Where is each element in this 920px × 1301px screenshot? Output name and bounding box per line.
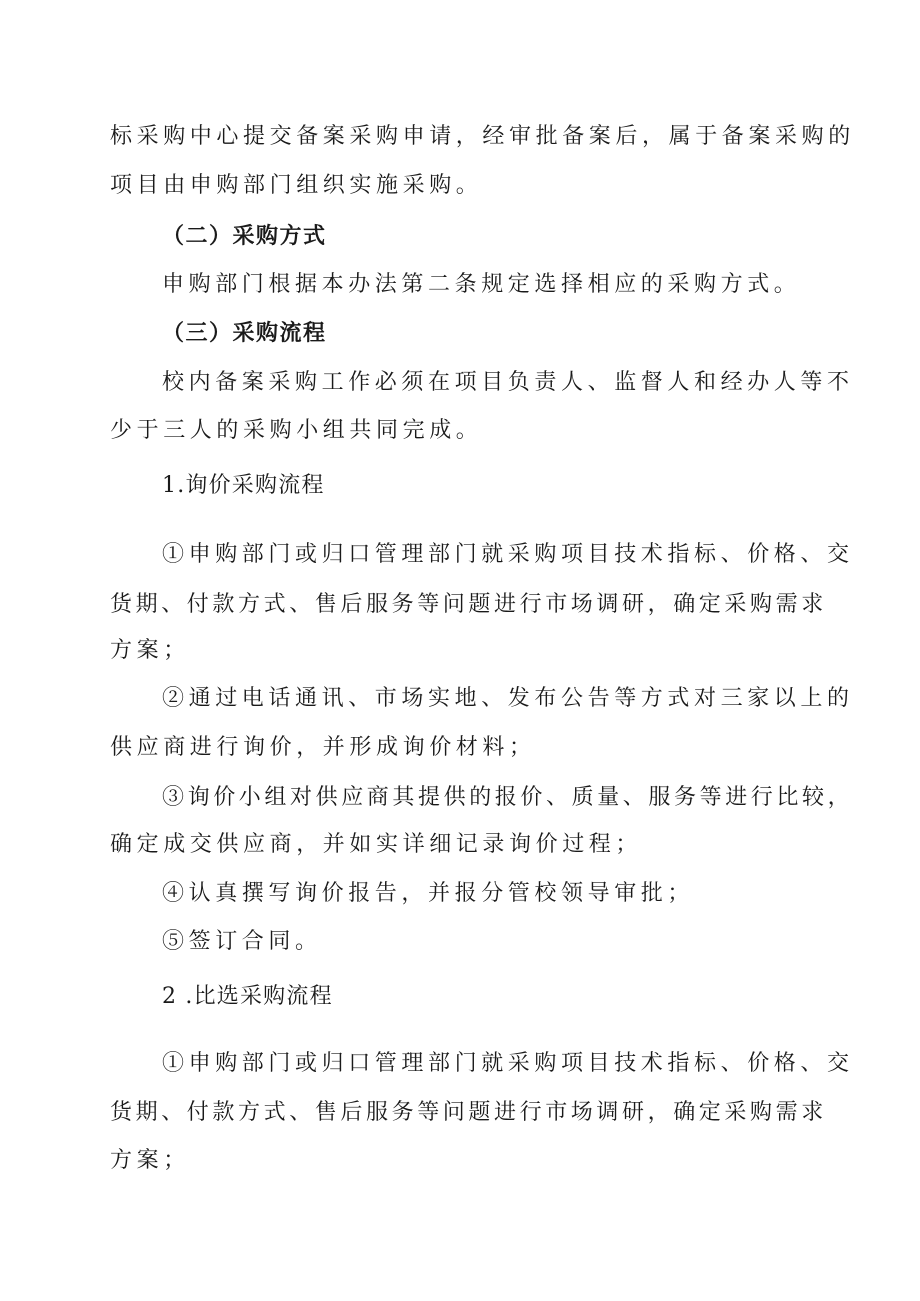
paragraph-line: 方案； xyxy=(110,1148,190,1173)
paragraph-line: 申购部门根据本办法第二条规定选择相应的采购方式。 xyxy=(162,272,801,297)
list-item: ②通过电话通讯、市场实地、发布公告等方式对三家以上的 xyxy=(162,686,854,711)
paragraph-line: 货期、付款方式、售后服务等问题进行市场调研，确定采购需求 xyxy=(110,592,827,617)
paragraph-line: 项目由申购部门组织实施采购。 xyxy=(110,173,483,198)
paragraph-line: 标采购中心提交备案采购申请，经审批备案后，属于备案采购的 xyxy=(110,124,855,149)
paragraph-line: 方案； xyxy=(110,638,190,663)
section-heading-process: （三）采购流程 xyxy=(162,321,327,346)
paragraph-line: 确定成交供应商，并如实详细记录询价过程； xyxy=(110,832,643,857)
list-item: ③询价小组对供应商其提供的报价、质量、服务等进行比较， xyxy=(162,785,854,810)
paragraph-line: 少于三人的采购小组共同完成。 xyxy=(110,418,483,443)
subsection-heading-inquiry: 1.询价采购流程 xyxy=(162,473,325,498)
paragraph-line: 校内备案采购工作必须在项目负责人、监督人和经办人等不 xyxy=(162,370,854,395)
list-item: ④认真撰写询价报告，并报分管校领导审批； xyxy=(162,881,695,906)
paragraph-line: 货期、付款方式、售后服务等问题进行市场调研，确定采购需求 xyxy=(110,1100,827,1125)
list-item: ①申购部门或归口管理部门就采购项目技术指标、价格、交 xyxy=(162,542,854,567)
section-heading-methods: （二）采购方式 xyxy=(162,224,327,249)
list-item: ①申购部门或归口管理部门就采购项目技术指标、价格、交 xyxy=(162,1051,854,1076)
list-item: ⑤签订合同。 xyxy=(162,929,322,954)
paragraph-line: 供应商进行询价，并形成询价材料； xyxy=(110,735,536,760)
subsection-heading-comparison: 2 .比选采购流程 xyxy=(162,984,333,1009)
